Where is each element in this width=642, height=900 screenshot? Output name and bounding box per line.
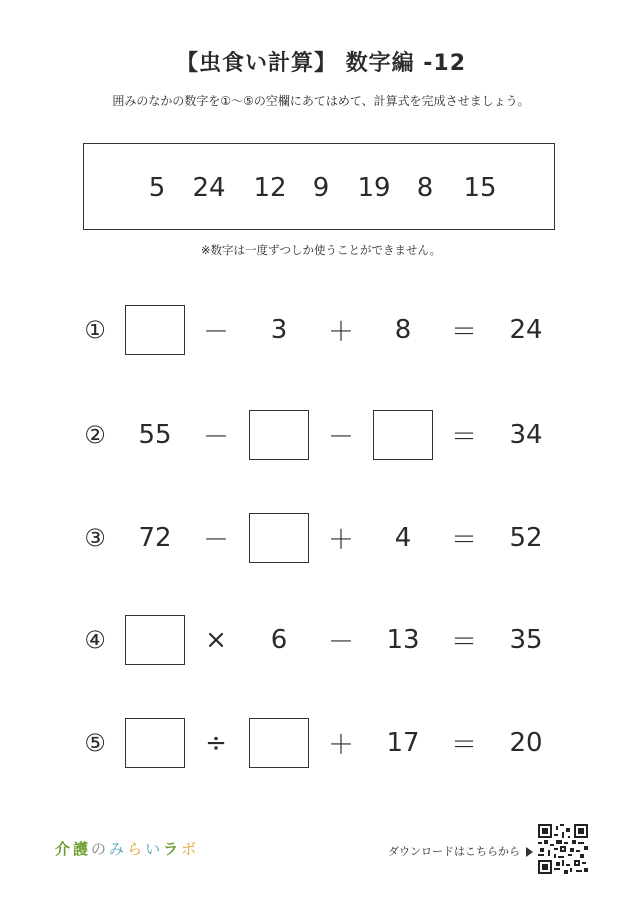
equation-operator: ＋ xyxy=(327,730,355,761)
pool-number: 12 xyxy=(253,173,287,203)
download-link-label: ダウンロードはこちらから xyxy=(388,845,520,858)
equation-operator: ＋ xyxy=(327,317,355,348)
answer-blank-box[interactable] xyxy=(125,305,185,355)
equation-operator: ＝ xyxy=(450,525,478,556)
number-pool-row xyxy=(84,144,554,229)
problem-row xyxy=(0,610,642,670)
equation-operator: － xyxy=(202,422,230,453)
equation-operator: ＋ xyxy=(327,525,355,556)
equation-number: 20 xyxy=(509,728,543,758)
equation-operator: － xyxy=(327,627,355,658)
pool-number: 9 xyxy=(312,173,330,203)
equation-operator: ＝ xyxy=(450,422,478,453)
equation-operator: － xyxy=(202,317,230,348)
problem-number: ③ xyxy=(84,524,106,552)
number-pool-box xyxy=(83,143,555,230)
logo-character: ボ xyxy=(181,840,197,858)
answer-blank-box[interactable] xyxy=(373,410,433,460)
equation-operator: － xyxy=(202,525,230,556)
problem-number: ① xyxy=(84,316,106,344)
pool-number: 19 xyxy=(357,173,391,203)
logo-character: み xyxy=(109,840,125,858)
equation-operator: ＝ xyxy=(450,730,478,761)
equation-number: 17 xyxy=(386,728,420,758)
problem-row xyxy=(0,300,642,360)
brand-logo xyxy=(55,838,196,859)
equation-number: 52 xyxy=(509,523,543,553)
answer-blank-box[interactable] xyxy=(249,410,309,460)
equation-number: 6 xyxy=(270,625,288,655)
problem-number: ② xyxy=(84,421,106,449)
play-arrow-icon xyxy=(526,847,533,857)
equation-number: 72 xyxy=(138,523,172,553)
equation-operator: ÷ xyxy=(205,728,227,758)
pool-number: 5 xyxy=(148,173,166,203)
pool-number: 24 xyxy=(192,173,226,203)
equation-operator: － xyxy=(327,422,355,453)
problem-number: ④ xyxy=(84,626,106,654)
equation-number: 55 xyxy=(138,420,172,450)
problem-row xyxy=(0,508,642,568)
logo-character: 介 xyxy=(55,840,71,858)
problem-number: ⑤ xyxy=(84,729,106,757)
page-title: 【虫食い計算】 数字編 -12 xyxy=(175,51,467,76)
download-link[interactable] xyxy=(388,843,533,859)
equation-number: 13 xyxy=(386,625,420,655)
answer-blank-box[interactable] xyxy=(249,718,309,768)
qr-code-icon[interactable] xyxy=(538,824,588,874)
equation-number: 4 xyxy=(394,523,412,553)
answer-blank-box[interactable] xyxy=(249,513,309,563)
equation-number: 3 xyxy=(270,315,288,345)
problem-row xyxy=(0,713,642,773)
pool-number: 15 xyxy=(463,173,497,203)
logo-character: 護 xyxy=(73,840,89,858)
answer-blank-box[interactable] xyxy=(125,615,185,665)
usage-note: ※数字は一度ずつしか使うことができません。 xyxy=(200,243,442,257)
logo-character: の xyxy=(91,840,107,858)
problem-row xyxy=(0,405,642,465)
equation-number: 35 xyxy=(509,625,543,655)
instruction-text: 囲みのなかの数字を①〜⑤の空欄にあてはめて、計算式を完成させましょう。 xyxy=(112,94,530,108)
pool-number: 8 xyxy=(416,173,434,203)
equation-operator: × xyxy=(205,625,227,655)
equation-operator: ＝ xyxy=(450,317,478,348)
logo-character: い xyxy=(145,840,161,858)
equation-operator: ＝ xyxy=(450,627,478,658)
equation-number: 24 xyxy=(509,315,543,345)
answer-blank-box[interactable] xyxy=(125,718,185,768)
equation-number: 34 xyxy=(509,420,543,450)
equation-number: 8 xyxy=(394,315,412,345)
logo-character: ラ xyxy=(163,840,179,858)
logo-character: ら xyxy=(127,840,143,858)
